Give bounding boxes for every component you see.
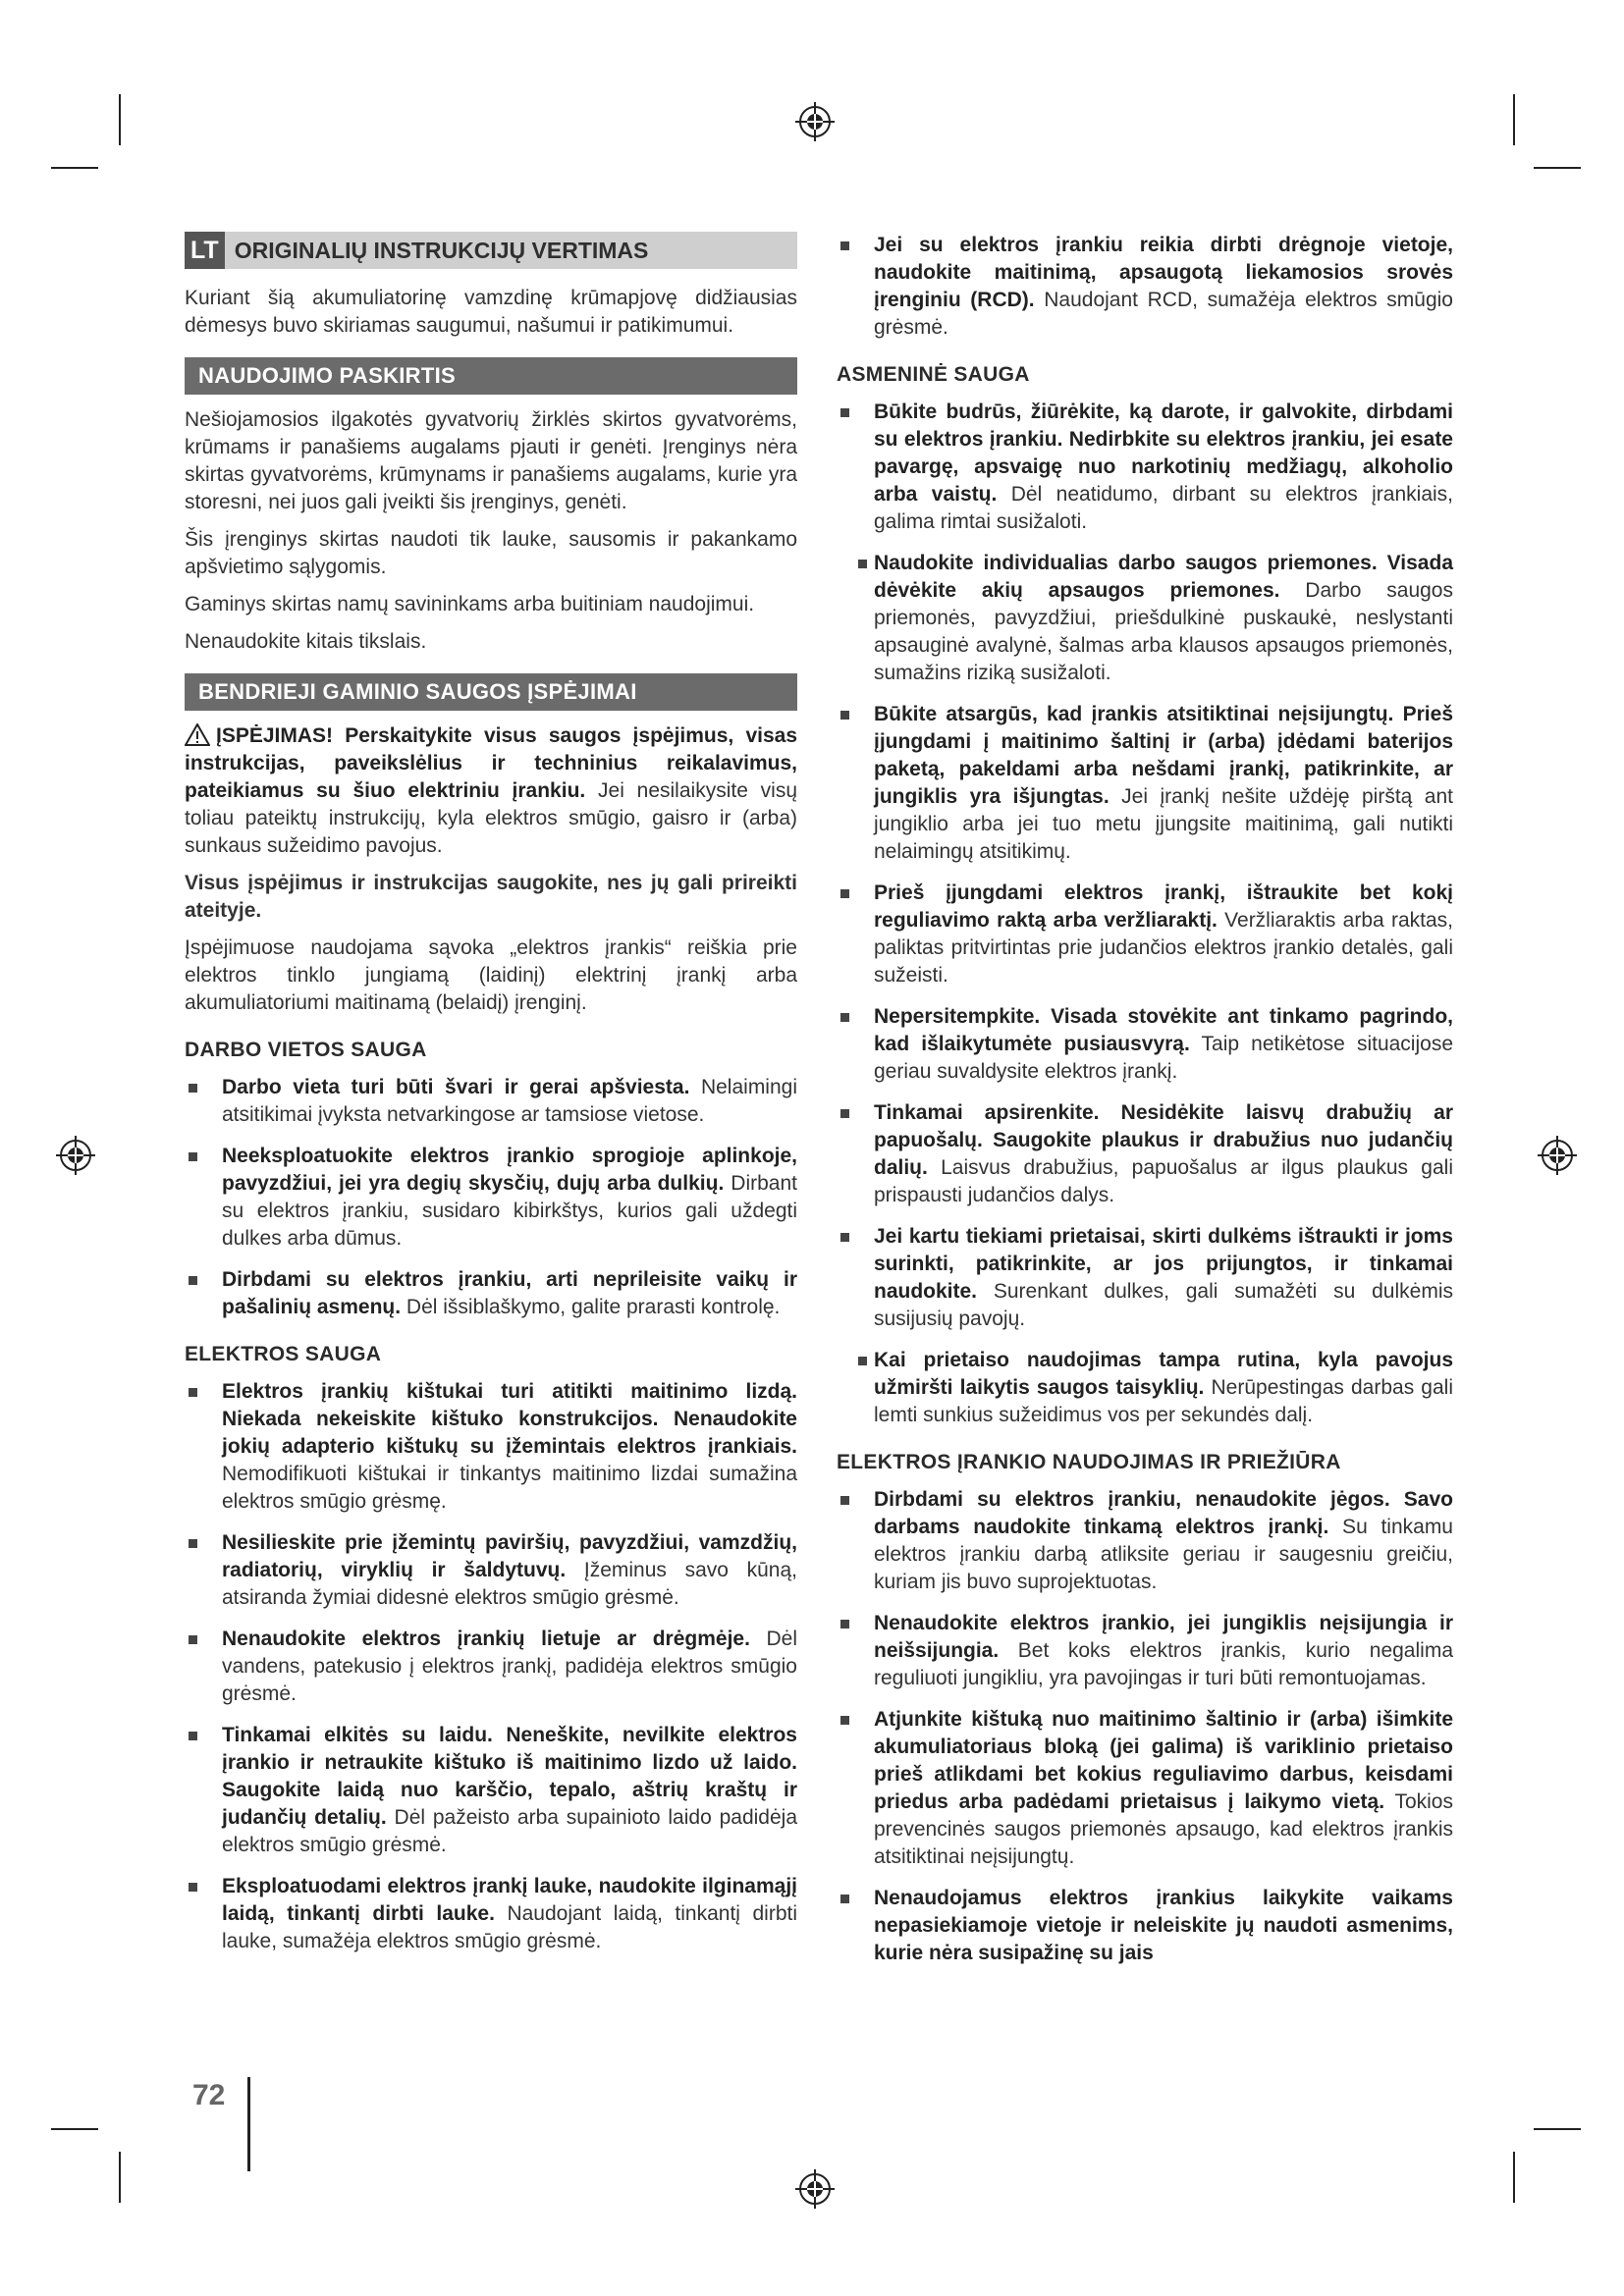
list-item: Nepersitempkite. Visada stovėkite ant tinkamo pagrindo, kad išlaikytumėte pusiausvyrą. Taip netikėtose situacijose geriau suvaldysite elektros įrankį. xyxy=(837,1003,1453,1086)
electrical-list xyxy=(185,1378,797,1955)
warning-text: Jei nesilaikysite visų toliau pateiktų instrukcijų, kyla elektros smūgio, gaisro ir (arba) sunkaus sužeidimo pavojus. xyxy=(185,779,797,857)
list-item: Nenaudokite elektros įrankių lietuje ar drėgmėje. Dėl vandens, patekusio į elektros įrankį, padidėja elektros smūgio grėsmė. xyxy=(185,1626,797,1708)
list-item: Jei su elektros įrankiu reikia dirbti drėgnoje vietoje, naudokite maitinimą, apsaugotą liekamosios srovės įrenginiu (RCD). Naudojant RCD, sumažėja elektros smūgio grėsmė. xyxy=(837,232,1453,342)
list-item: Jei kartu tiekiami prietaisai, skirti dulkėms ištraukti ir joms surinkti, patikrinkite, ar jos prijungtos, ir tinkamai naudokite. Surenkant dulkes, gali sumažėti su dulkėmis susijusių pavojų. xyxy=(837,1223,1453,1333)
warning-bold-text: ĮSPĖJIMAS! Perskaitykite visus saugos įspėjimus, visas instrukcijas, paveikslėlius ir techninius reikalavimus, pateikiamus su šiuo elektriniu įrankiu. xyxy=(185,724,797,802)
registration-mark-icon xyxy=(1536,1134,1579,1177)
purpose-paragraph: Šis įrenginys skirtas naudoti tik lauke, sausomis ir pakankamo apšvietimo sąlygomis. xyxy=(185,528,797,578)
crop-mark xyxy=(119,2152,121,2203)
section-heading-purpose: NAUDOJIMO PASKIRTIS xyxy=(185,357,797,395)
list-item: Dirbdami su elektros įrankiu, arti neprileisite vaikų ir pašalinių asmenų. Dėl išsiblaškymo, galite prarasti kontrolę. xyxy=(185,1266,797,1321)
crop-mark xyxy=(1534,2128,1581,2130)
right-column xyxy=(837,232,1453,1981)
tool-use-list xyxy=(837,1486,1453,1967)
list-item: Tinkamai elkitės su laidu. Neneškite, nevilkite elektros įrankio ir netraukite kištuko iš maitinimo lizdo už laido. Saugokite laidą nuo karščio, tepalo, aštrių kraštų ir judančių detalių. Dėl pažeisto arba supainioto laido padidėja elektros smūgio grėsmė. xyxy=(185,1722,797,1859)
registration-mark-icon xyxy=(54,1134,97,1177)
purpose-paragraph: Gaminys skirtas namų savininkams arba buitiniam naudojimui. xyxy=(185,593,755,615)
crop-mark xyxy=(51,2128,98,2130)
page-number: 72 xyxy=(192,2079,226,2111)
list-item: Kai prietaiso naudojimas tampa rutina, kyla pavojus užmiršti laikytis saugos taisyklių. Nerūpestingas darbas gali lemti sunkius sužeidimus vos per sekundės dalį. xyxy=(837,1347,1453,1429)
crop-mark xyxy=(1513,2152,1515,2203)
crop-mark xyxy=(1534,167,1581,169)
electrical-list-continued xyxy=(837,232,1453,342)
list-item: Nenaudojamus elektros įrankius laikykite vaikams nepasiekiamoje vietoje ir neleiskite jų naudoti asmenims, kurie nėra susipažinę su jais xyxy=(837,1885,1453,1967)
document-title: ORIGINALIŲ INSTRUKCIJŲ VERTIMAS xyxy=(234,237,649,263)
page-number-rule xyxy=(247,2077,250,2171)
list-item: Naudokite individualias darbo saugos priemones. Visada dėvėkite akių apsaugos priemones. Darbo saugos priemonės, pavyzdžiui, priešdulkinė puskaukė, neslystanti apsauginė avalynė, šalmas arba klausos apsaugos priemonės, sumažins riziką susižaloti. xyxy=(837,550,1453,687)
language-header xyxy=(185,232,797,269)
subheading-personal-safety: ASMENINĖ SAUGA xyxy=(837,363,1030,386)
list-item: Tinkamai apsirenkite. Nesidėkite laisvų drabužių ar papuošalų. Saugokite plaukus ir drabužius nuo judančių dalių. Laisvus drabužius, papuošalus ar ilgus plaukus gali prispausti judančios dalys. xyxy=(837,1099,1453,1209)
subheading-tool-use: ELEKTROS ĮRANKIO NAUDOJIMAS IR PRIEŽIŪRA xyxy=(837,1451,1341,1473)
personal-safety-list xyxy=(837,399,1453,1429)
purpose-paragraph: Nenaudokite kitais tikslais. xyxy=(185,630,427,653)
list-item: Būkite budrūs, žiūrėkite, ką darote, ir galvokite, dirbdami su elektros įrankiu. Nedirbkite su elektros įrankiu, jei esate pavargę, apsvaigę nuo narkotinių medžiagų, alkoholio arba vaistų. Dėl neatidumo, dirbant su elektros įrankiais, galima rimtai susižaloti. xyxy=(837,399,1453,536)
warning-block xyxy=(185,722,797,860)
crop-mark xyxy=(119,94,121,145)
list-item: Eksploatuodami elektros įrankį lauke, naudokite ilginamąjį laidą, tinkantį dirbti lauke. Naudojant laidą, tinkantį dirbti lauke, sumažėja elektros smūgio grėsmė. xyxy=(185,1873,797,1955)
registration-mark-icon xyxy=(793,2167,837,2211)
intro-text: Kuriant šią akumuliatorinę vamzdinę krūmapjovę didžiausias dėmesys buvo skiriamas saugumui, našumui ir patikimumui. xyxy=(185,287,797,337)
keep-instructions-text: Visus įspėjimus ir instrukcijas saugokite, nes jų gali prireikti ateityje. xyxy=(185,872,797,922)
list-item: Būkite atsargūs, kad įrankis atsitiktinai neįsijungtų. Prieš įjungdami į maitinimo šaltinį ir (arba) įdėdami baterijos paketą, pakeldami arba nešdami įrankį, patikrinkite, ar jungiklis yra išjungtas. Jei įrankį nešite uždėję pirštą ant jungiklio arba jei tuo metu įjungsite maitinimą, gali nutikti nelaimingų atsitikimų. xyxy=(837,701,1453,866)
crop-mark xyxy=(1513,94,1515,145)
work-area-list xyxy=(185,1074,797,1321)
left-column xyxy=(185,232,797,1969)
list-item: Atjunkite kištuką nuo maitinimo šaltinio ir (arba) išimkite akumuliatoriaus bloką (jei galima) iš variklinio prietaiso prieš atlikdami bet kokius reguliavimo darbus, keisdami priedus arba padėdami prietaisus į laikymo vietą. Tokios prevencinės saugos priemonės apsaugo, kad elektros įrankis atsitiktinai neįsijungtų. xyxy=(837,1706,1453,1871)
list-item: Prieš įjungdami elektros įrankį, ištraukite bet kokį reguliavimo raktą arba veržliaraktį. Veržliaraktis arba raktas, paliktas pritvirtintas prie judančios elektros įrankio detalės, gali sužeisti. xyxy=(837,880,1453,989)
registration-mark-icon xyxy=(793,100,837,143)
subheading-work-area: DARBO VIETOS SAUGA xyxy=(185,1039,427,1061)
warning-triangle-icon xyxy=(185,723,210,746)
power-tool-term-text: Įspėjimuose naudojama sąvoka „elektros įrankis“ reiškia prie elektros tinklo jungiamą (laidinį) elektrinį įrankį arba akumuliatoriumi maitinamą (belaidį) įrenginį. xyxy=(185,936,797,1014)
crop-mark xyxy=(51,167,98,169)
purpose-paragraph: Nešiojamosios ilgakotės gyvatvorių žirklės skirtos gyvatvorėms, krūmams ir panašiems augalams pjauti ir genėti. Įrenginys nėra skirtas gyvatvorėms, krūmynams ir panašiems augalams, kurie yra storesni, nei juos gali įveikti šis įrenginys, genėti. xyxy=(185,408,797,513)
list-item: Nesilieskite prie įžemintų paviršių, pavyzdžiui, vamzdžių, radiatorių, viryklių ir šaldytuvų. Įžeminus savo kūną, atsiranda žymiai didesnė elektros smūgio grėsmė. xyxy=(185,1529,797,1612)
list-item: Darbo vieta turi būti švari ir gerai apšviesta. Nelaimingi atsitikimai įvyksta netvarkingose ar tamsiose vietose. xyxy=(185,1074,797,1129)
list-item: Nenaudokite elektros įrankio, jei jungiklis neįsijungia ir neišsijungia. Bet koks elektros įrankis, kurio negalima reguliuoti jungikliu, yra pavojingas ir turi būti remontuojamas. xyxy=(837,1610,1453,1692)
subheading-electrical: ELEKTROS SAUGA xyxy=(185,1343,382,1365)
list-item: Elektros įrankių kištukai turi atitikti maitinimo lizdą. Niekada nekeiskite kištuko konstrukcijos. Nenaudokite jokių adapterio kištukų su įžemintais elektros įrankiais. Nemodifikuoti kištukai ir tinkantys maitinimo lizdai sumažina elektros smūgio grėsmę. xyxy=(185,1378,797,1516)
list-item: Neeksploatuokite elektros įrankio sprogioje aplinkoje, pavyzdžiui, jei yra degių skysčių, dujų arba dulkių. Dirbant su elektros įrankiu, susidaro kibirkštys, kurios gali uždegti dulkes arba dūmus. xyxy=(185,1143,797,1253)
section-heading-general-warnings: BENDRIEJI GAMINIO SAUGOS ĮSPĖJIMAI xyxy=(185,673,797,711)
list-item: Dirbdami su elektros įrankiu, nenaudokite jėgos. Savo darbams naudokite tinkamą elektros įrankį. Su tinkamu elektros įrankiu darbą atliksite geriau ir saugesniu greičiu, kuriam jis buvo suprojektuotas. xyxy=(837,1486,1453,1596)
language-code: LT xyxy=(185,232,225,269)
